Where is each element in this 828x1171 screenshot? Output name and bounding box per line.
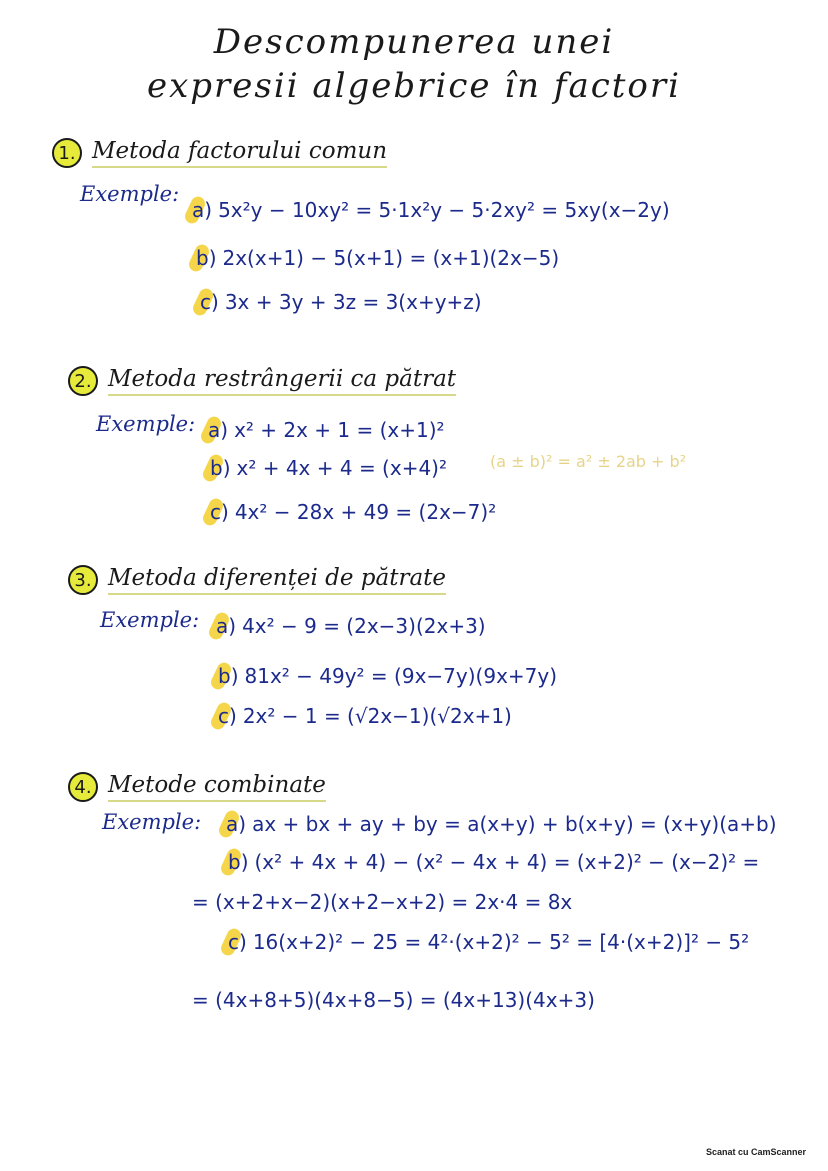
expression: ax + bx + ay + by = a(x+y) + b(x+y) = (x+y)(a+b) xyxy=(252,812,777,836)
title-line-2: expresii algebrice în factori xyxy=(146,66,682,106)
expression: 5x²y − 10xy² = 5·1x²y − 5·2xy² = 5xy(x−2y) xyxy=(218,198,670,222)
example-4c-continuation: = (4x+8+5)(4x+8−5) = (4x+13)(4x+3) xyxy=(192,988,595,1012)
example-3a xyxy=(216,614,486,638)
example-letter: a) xyxy=(216,614,237,638)
title-line-1: Descompunerea unei xyxy=(213,22,615,62)
example-1a xyxy=(192,198,670,222)
expression: 4x² − 9 = (2x−3)(2x+3) xyxy=(242,614,486,638)
example-letter: b) xyxy=(228,850,249,874)
example-letter: a) xyxy=(192,198,213,222)
example-4b xyxy=(228,850,759,874)
example-letter: c) xyxy=(228,930,247,954)
example-letter: a) xyxy=(208,418,229,442)
example-letter: b) xyxy=(218,664,239,688)
example-4c xyxy=(228,930,749,954)
example-4a xyxy=(226,812,777,836)
section-number-badge: 2. xyxy=(68,366,98,396)
section-4-heading xyxy=(68,772,326,802)
expression: 2x² − 1 = (√2x−1)(√2x+1) xyxy=(242,704,512,728)
example-letter: b) xyxy=(210,456,231,480)
example-letter: c) xyxy=(210,500,229,524)
formula-note: (a ± b)² = a² ± 2ab + b² xyxy=(490,452,687,471)
examples-label: Exemple: xyxy=(80,182,180,206)
example-letter: b) xyxy=(196,246,217,270)
expression: 16(x+2)² − 25 = 4²·(x+2)² − 5² = [4·(x+2)]² − 5² xyxy=(252,930,750,954)
section-number-badge: 4. xyxy=(68,772,98,802)
example-letter: c) xyxy=(218,704,237,728)
example-4b-continuation: = (x+2+x−2)(x+2−x+2) = 2x·4 = 8x xyxy=(192,890,573,914)
expression: (x² + 4x + 4) − (x² − 4x + 4) = (x+2)² − (x−2)² = xyxy=(254,850,760,874)
expression: 3x + 3y + 3z = 3(x+y+z) xyxy=(224,290,482,314)
expression: x² + 4x + 4 = (x+4)² xyxy=(236,456,447,480)
example-1c xyxy=(200,290,482,314)
example-1b xyxy=(196,246,559,270)
section-number-badge: 3. xyxy=(68,565,98,595)
section-2-heading xyxy=(68,366,456,396)
examples-label: Exemple: xyxy=(96,412,196,436)
example-3b xyxy=(218,664,557,688)
section-title: Metoda diferenței de pătrate xyxy=(108,565,446,595)
example-2b xyxy=(210,456,447,480)
expression: 4x² − 28x + 49 = (2x−7)² xyxy=(234,500,497,524)
section-1-heading xyxy=(52,138,387,168)
scanner-watermark: Scanat cu CamScanner xyxy=(705,1147,806,1157)
section-title: Metoda factorului comun xyxy=(92,138,387,168)
expression: 81x² − 49y² = (9x−7y)(9x+7y) xyxy=(244,664,558,688)
examples-label: Exemple: xyxy=(102,810,202,834)
section-3-heading xyxy=(68,565,446,595)
section-number-badge: 1. xyxy=(52,138,82,168)
example-2a xyxy=(208,418,445,442)
section-title: Metoda restrângerii ca pătrat xyxy=(108,366,456,396)
expression: x² + 2x + 1 = (x+1)² xyxy=(234,418,445,442)
example-letter: a) xyxy=(226,812,247,836)
examples-label: Exemple: xyxy=(100,608,200,632)
expression: 2x(x+1) − 5(x+1) = (x+1)(2x−5) xyxy=(222,246,560,270)
example-letter: c) xyxy=(200,290,219,314)
section-title: Metode combinate xyxy=(108,772,326,802)
example-2c xyxy=(210,500,496,524)
example-3c xyxy=(218,704,512,728)
